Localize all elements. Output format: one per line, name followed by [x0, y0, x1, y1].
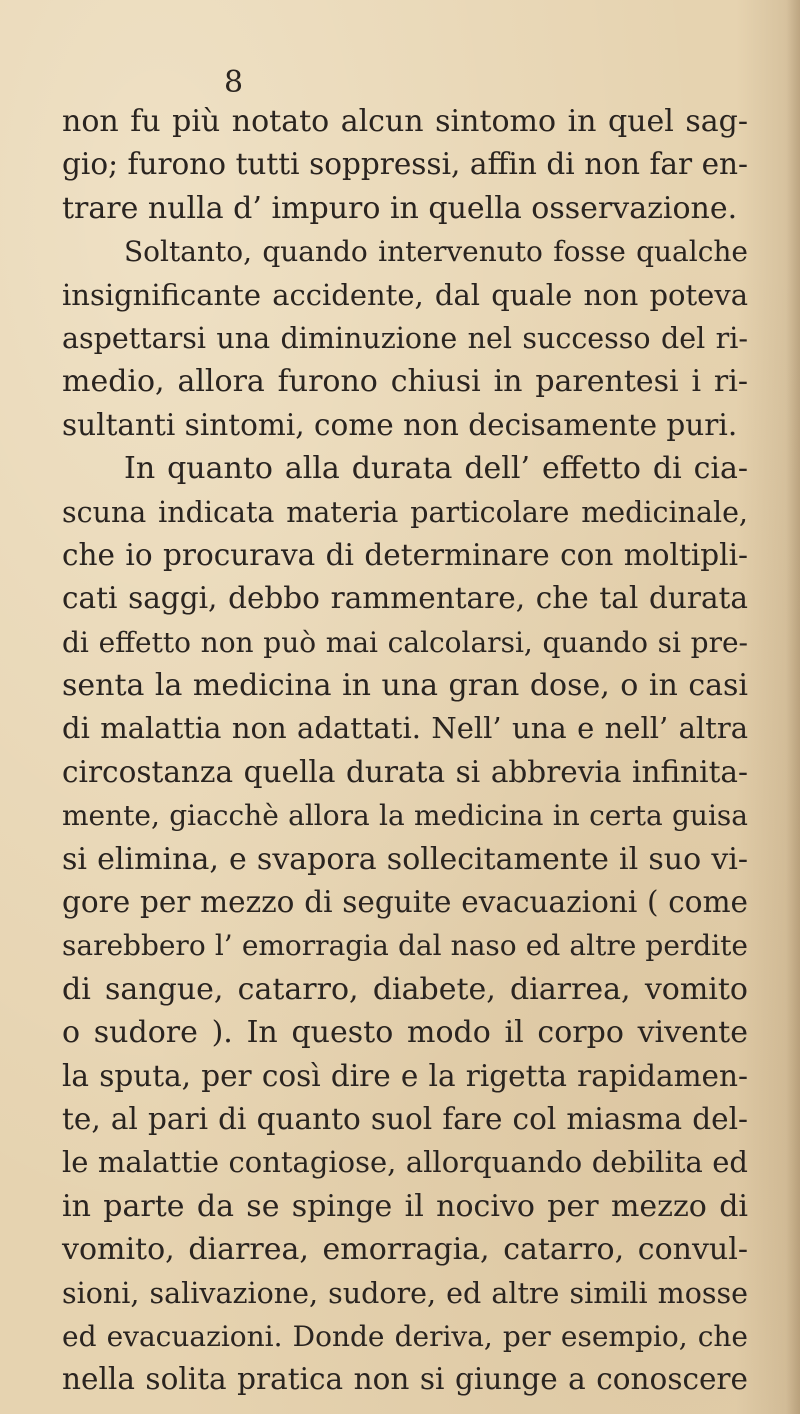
text-line: circostanza quella durata si abbrevia infinita-	[62, 754, 748, 789]
text-line: si elimina, e svapora sollecitamente il suo vi-	[62, 841, 748, 877]
text-line: cati saggi, debbo rammentare, che tal durata	[62, 581, 748, 616]
page-number: 8	[224, 65, 244, 100]
text-line: le malattie contagiose, allorquando debilita ed	[62, 1145, 748, 1180]
text-line: scuna indicata materia particolare medicinale,	[62, 495, 748, 529]
text-line: aspettarsi una diminuzione nel successo del ri-	[62, 321, 748, 355]
page-edge-shadow	[786, 0, 800, 1414]
text-line: di effetto non può mai calcolarsi, quando si pre-	[62, 625, 748, 659]
text-line: vomito, diarrea, emorragia, catarro, convul-	[62, 1232, 748, 1268]
text-line: nella solita pratica non si giunge a conoscere	[62, 1362, 748, 1397]
text-line: senta la medicina in una gran dose, o in casi	[62, 668, 748, 704]
text-line: in parte da se spinge il nocivo per mezzo di	[62, 1188, 748, 1224]
text-line: di sangue, catarro, diabete, diarrea, vomito	[62, 971, 748, 1007]
text-line: gore per mezzo di seguite evacuazioni ( come	[62, 885, 748, 920]
text-line: te, al pari di quanto suol fare col miasma del-	[62, 1101, 748, 1136]
text-line: gio; furono tutti soppressi, affin di non far en-	[62, 147, 748, 182]
text-line: ed evacuazioni. Donde deriva, per esempio, che	[62, 1319, 748, 1353]
text-line: mente, giacchè allora la medicina in certa guisa	[62, 799, 748, 833]
text-line: trare nulla d’ impuro in quella osservazione.	[62, 190, 738, 226]
text-line: di malattia non adattati. Nell’ una e nell’ altra	[62, 711, 748, 746]
text-line: medio, allora furono chiusi in parentesi i ri-	[62, 364, 748, 400]
body-text	[62, 100, 748, 1402]
text-line: non fu più notato alcun sintomo in quel sag-	[62, 104, 748, 139]
text-line: Soltanto, quando intervenuto fosse qualche	[124, 235, 748, 269]
text-line: insignificante accidente, dal quale non poteva	[62, 277, 748, 312]
text-line: sultanti sintomi, come non decisamente puri.	[62, 407, 738, 442]
text-line: la sputa, per così dire e la rigetta rapidamen-	[62, 1058, 748, 1093]
text-line: sarebbero l’ emorragia dal naso ed altre perdite	[62, 929, 748, 963]
text-line: sioni, salivazione, sudore, ed altre simili mosse	[62, 1276, 748, 1310]
text-line: In quanto alla durata dell’ effetto di cia-	[124, 451, 748, 487]
text-line: che io procurava di determinare con moltipli-	[62, 537, 748, 572]
text-line: o sudore ). In questo modo il corpo vivente	[62, 1015, 748, 1051]
